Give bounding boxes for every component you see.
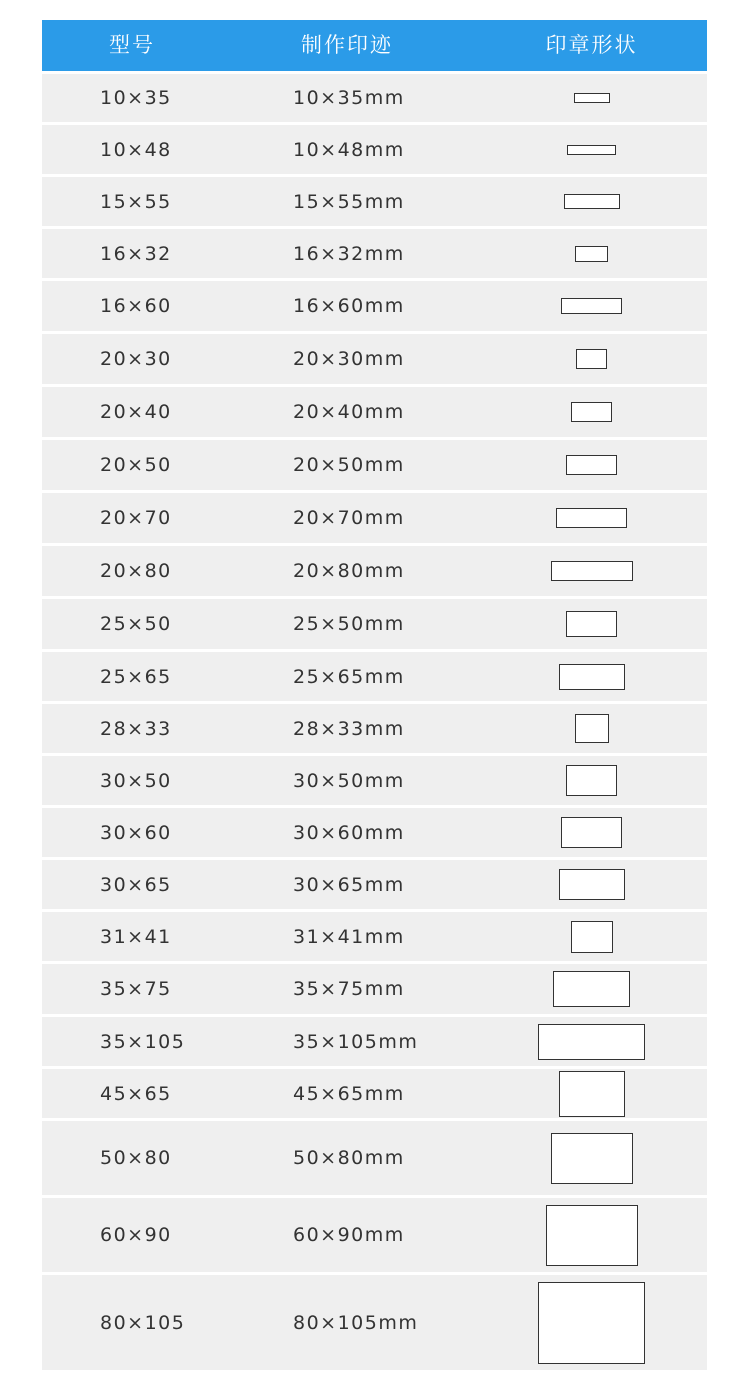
table-row bbox=[42, 753, 707, 805]
table-row bbox=[42, 857, 707, 909]
row-model: 10×48 bbox=[100, 138, 172, 161]
row-trace: 20×80mm bbox=[293, 560, 405, 582]
table-header bbox=[42, 20, 707, 71]
stamp-size-table bbox=[42, 20, 707, 1370]
stamp-shape-rectangle bbox=[559, 664, 625, 690]
row-shape-cell bbox=[489, 1275, 694, 1370]
table-row bbox=[42, 1118, 707, 1195]
stamp-shape-rectangle bbox=[559, 1071, 625, 1117]
stamp-shape-rectangle bbox=[575, 714, 609, 743]
row-model: 20×40 bbox=[100, 401, 172, 423]
row-trace: 20×50mm bbox=[293, 454, 405, 476]
table-row bbox=[42, 278, 707, 331]
row-trace: 31×41mm bbox=[293, 925, 405, 948]
stamp-shape-rectangle bbox=[575, 246, 608, 262]
row-shape-cell bbox=[489, 1121, 694, 1195]
table-row bbox=[42, 174, 707, 226]
stamp-shape-rectangle bbox=[566, 455, 617, 475]
stamp-shape-rectangle bbox=[574, 93, 610, 103]
row-trace: 80×105mm bbox=[293, 1311, 419, 1334]
row-model: 20×30 bbox=[100, 348, 172, 370]
stamp-shape-rectangle bbox=[546, 1205, 638, 1266]
row-model: 20×50 bbox=[100, 454, 172, 476]
stamp-shape-rectangle bbox=[567, 145, 616, 155]
row-trace: 35×105mm bbox=[293, 1030, 419, 1053]
row-model: 15×55 bbox=[100, 190, 172, 213]
stamp-shape-rectangle bbox=[538, 1282, 645, 1364]
row-model: 50×80 bbox=[100, 1147, 172, 1169]
row-shape-cell bbox=[489, 177, 694, 226]
stamp-shape-rectangle bbox=[576, 349, 607, 369]
row-trace: 25×65mm bbox=[293, 665, 405, 688]
stamp-shape-rectangle bbox=[564, 194, 620, 209]
row-shape-cell bbox=[489, 281, 694, 331]
row-model: 31×41 bbox=[100, 925, 172, 948]
row-model: 28×33 bbox=[100, 717, 172, 740]
row-trace: 30×60mm bbox=[293, 821, 405, 844]
row-shape-cell bbox=[489, 808, 694, 857]
row-trace: 30×50mm bbox=[293, 769, 405, 792]
stamp-shape-rectangle bbox=[538, 1024, 645, 1060]
row-trace: 30×65mm bbox=[293, 873, 405, 896]
row-model: 20×80 bbox=[100, 560, 172, 582]
row-trace: 10×35mm bbox=[293, 87, 405, 109]
row-model: 25×65 bbox=[100, 665, 172, 688]
row-shape-cell bbox=[489, 652, 694, 701]
row-shape-cell bbox=[489, 334, 694, 384]
row-model: 30×50 bbox=[100, 769, 172, 792]
stamp-shape-rectangle bbox=[561, 817, 622, 848]
table-row bbox=[42, 384, 707, 437]
row-trace: 35×75mm bbox=[293, 978, 405, 1000]
row-model: 60×90 bbox=[100, 1224, 172, 1246]
row-trace: 10×48mm bbox=[293, 138, 405, 161]
table-row bbox=[42, 596, 707, 649]
table-row bbox=[42, 649, 707, 701]
table-body bbox=[42, 71, 707, 1370]
row-model: 20×70 bbox=[100, 507, 172, 529]
row-model: 35×105 bbox=[100, 1030, 186, 1053]
row-model: 80×105 bbox=[100, 1311, 186, 1334]
stamp-shape-rectangle bbox=[551, 561, 633, 581]
row-model: 30×65 bbox=[100, 873, 172, 896]
row-model: 16×32 bbox=[100, 242, 172, 265]
row-shape-cell bbox=[489, 387, 694, 437]
row-model: 45×65 bbox=[100, 1082, 172, 1105]
row-shape-cell bbox=[489, 704, 694, 753]
table-row bbox=[42, 805, 707, 857]
stamp-shape-rectangle bbox=[556, 508, 627, 528]
row-trace: 28×33mm bbox=[293, 717, 405, 740]
row-trace: 25×50mm bbox=[293, 613, 405, 635]
row-shape-cell bbox=[489, 1017, 694, 1066]
row-trace: 16×32mm bbox=[293, 242, 405, 265]
row-shape-cell bbox=[489, 1069, 694, 1118]
table-row bbox=[42, 701, 707, 753]
row-shape-cell bbox=[489, 493, 694, 543]
row-shape-cell bbox=[489, 546, 694, 596]
row-model: 30×60 bbox=[100, 821, 172, 844]
stamp-shape-rectangle bbox=[566, 765, 617, 796]
row-trace: 20×30mm bbox=[293, 348, 405, 370]
table-row bbox=[42, 226, 707, 278]
table-row bbox=[42, 490, 707, 543]
table-row bbox=[42, 1014, 707, 1066]
row-shape-cell bbox=[489, 912, 694, 961]
table-row bbox=[42, 543, 707, 596]
row-trace: 16×60mm bbox=[293, 295, 405, 317]
row-shape-cell bbox=[489, 860, 694, 909]
row-model: 16×60 bbox=[100, 295, 172, 317]
stamp-shape-rectangle bbox=[566, 611, 617, 637]
row-shape-cell bbox=[489, 229, 694, 278]
header-model: 型号 bbox=[109, 33, 155, 57]
table-row bbox=[42, 961, 707, 1014]
stamp-shape-rectangle bbox=[553, 971, 630, 1007]
table-row bbox=[42, 122, 707, 174]
stamp-shape-rectangle bbox=[571, 921, 613, 953]
row-shape-cell bbox=[489, 756, 694, 805]
row-trace: 20×70mm bbox=[293, 507, 405, 529]
table-row bbox=[42, 1272, 707, 1370]
row-trace: 45×65mm bbox=[293, 1082, 405, 1105]
row-shape-cell bbox=[489, 1198, 694, 1272]
row-shape-cell bbox=[489, 74, 694, 122]
row-model: 10×35 bbox=[100, 87, 172, 109]
header-trace: 制作印迹 bbox=[301, 33, 393, 57]
row-shape-cell bbox=[489, 599, 694, 649]
row-trace: 50×80mm bbox=[293, 1147, 405, 1169]
row-shape-cell bbox=[489, 125, 694, 174]
row-model: 25×50 bbox=[100, 613, 172, 635]
table-row bbox=[42, 1066, 707, 1118]
stamp-shape-rectangle bbox=[561, 298, 622, 314]
row-trace: 60×90mm bbox=[293, 1224, 405, 1246]
row-shape-cell bbox=[489, 964, 694, 1014]
table-row bbox=[42, 331, 707, 384]
table-row bbox=[42, 71, 707, 122]
table-row bbox=[42, 1195, 707, 1272]
table-row bbox=[42, 437, 707, 490]
stamp-shape-rectangle bbox=[551, 1133, 633, 1184]
row-shape-cell bbox=[489, 440, 694, 490]
stamp-shape-rectangle bbox=[571, 402, 612, 422]
row-trace: 20×40mm bbox=[293, 401, 405, 423]
table-row bbox=[42, 909, 707, 961]
stamp-shape-rectangle bbox=[559, 869, 625, 900]
row-model: 35×75 bbox=[100, 978, 172, 1000]
row-trace: 15×55mm bbox=[293, 190, 405, 213]
header-shape: 印章形状 bbox=[545, 33, 638, 57]
